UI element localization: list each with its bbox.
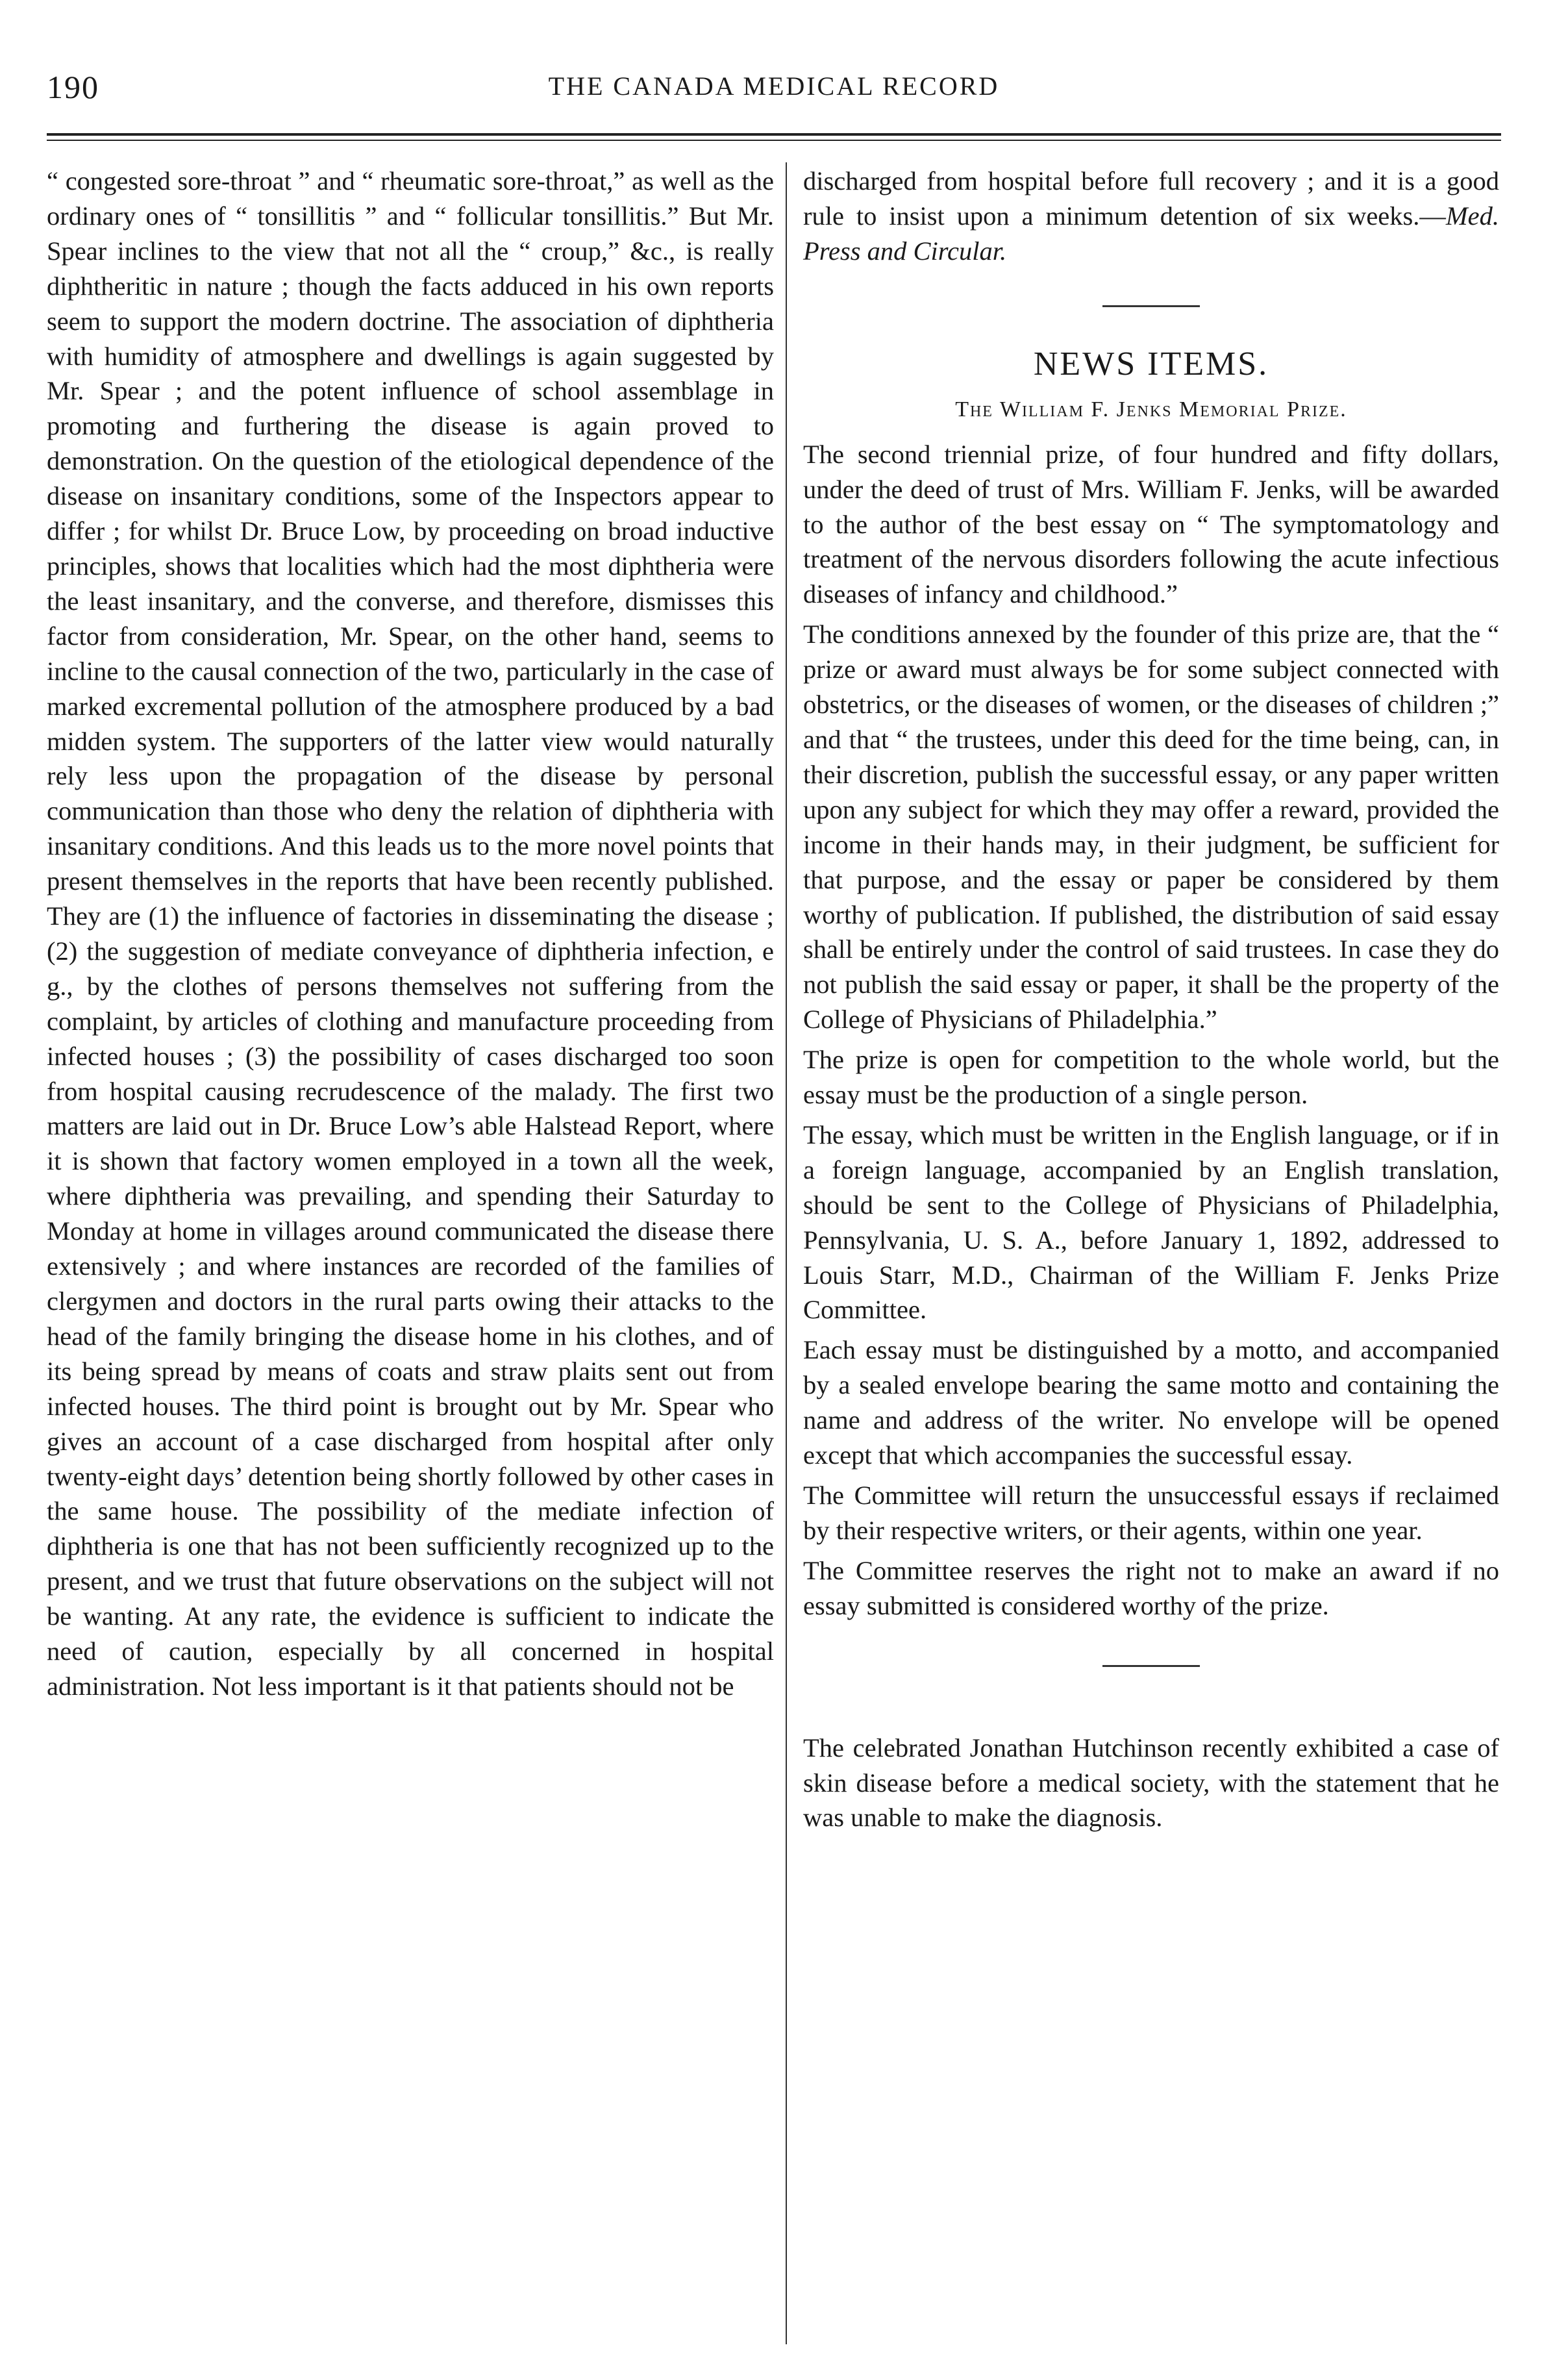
source-citation: Med. Press and Circular. bbox=[803, 201, 1499, 266]
continued-text: discharged from hospital before full recovery ; and it is a good rule to insist upon a minimum detention of six weeks.— bbox=[803, 166, 1499, 231]
news-paragraph: Each essay must be distinguished by a motto, and accompanied by a sealed envelope bearing the same motto and containing the name and address of the writer. No envelope will be opened except that which accompanies the successful essay. bbox=[803, 1335, 1499, 1470]
continued-paragraph bbox=[803, 164, 1499, 269]
section-separator bbox=[1102, 305, 1200, 307]
header-double-rule bbox=[47, 133, 1501, 141]
jenks-prize-subheading: The William F. Jenks Memorial Prize. bbox=[955, 397, 1347, 421]
hutchinson-paragraph: The celebrated Jonathan Hutchinson recently exhibited a case of skin disease before a medical society, with the statement that he was unable to make the diagnosis. bbox=[803, 1733, 1499, 1833]
news-paragraph: The Committee will return the unsuccessful essays if reclaimed by their respective writers, or their agents, within one year. bbox=[803, 1481, 1499, 1545]
running-title: THE CANADA MEDICAL RECORD bbox=[548, 71, 1000, 101]
news-paragraph: The second triennial prize, of four hundred and fifty dollars, under the deed of trust of Mrs. William F. Jenks, will be awarded to the author of the best essay on “ The symptomatology and treatment of the nervous disorders following the acute infectious diseases of infancy and childhood.” bbox=[803, 439, 1499, 609]
left-column-body: “ congested sore-throat ” and “ rheumatic sore-throat,” as well as the ordinary ones of “ tonsillitis ” and “ follicular tonsillitis.” But Mr. Spear inclines to the view that not all the “ croup,” &c., is really diphtheritic in nature ; though the facts adduced in his own reports seem to support the modern doctrine. The association of diphtheria with humidity of atmosphere and dwellings is again suggested by Mr. Spear ; and the potent influence of school assemblage in promoting and furthering the disease is again proved to demonstration. On the question of the etiological dependence of the disease on insanitary conditions, some of the Inspectors appear to differ ; for whilst Dr. Bruce Low, by proceeding on broad inductive principles, shows that localities which had the most diphtheria were the least insanitary, and the converse, and therefore, dismisses this factor from consideration, Mr. Spear, on the other hand, seems to incline to the causal connection of the two, particularly in the case of marked excremental pollution of the atmosphere produced by a bad midden system. The supporters of the latter view would naturally rely less upon the propagation of the disease by personal communication than those who deny the relation of diphtheria with insanitary conditions. And this leads us to the more novel points that present themselves in the reports that have been recently published. They are (1) the influence of factories in disseminating the disease ; (2) the suggestion of mediate conveyance of diphtheria infection, e g., by the clothes of persons themselves not suffering from the complaint, by articles of clothing and manufacture proceeding from infected houses ; (3) the possibility of cases discharged too soon from hospital causing recrudescence of the malady. The first two matters are laid out in Dr. Bruce Low’s able Halstead Report, where it is shown that factory women employed in a town all the week, where diphtheria was prevailing, and spending their Saturday to Monday at home in villages around communicated the disease there extensively ; and where instances are recorded of the families of clergymen and doctors in the rural parts owing their attacks to the head of the family bringing the disease home in his clothes, and of its being spread by means of coats and straw plaits sent out from infected houses. The third point is brought out by Mr. Spear who gives an account of a case discharged from hospital after only twenty-eight days’ detention being shortly followed by other cases in the same house. The possibility of the mediate infection of diphtheria is one that has not been sufficiently recognized up to the present, and we trust that future observations on the subject will not be wanting. At any rate, the evidence is sufficient to indicate the need of caution, especially by all concerned in hospital administration. Not less important is it that patients should not be bbox=[47, 166, 774, 1701]
page-number: 190 bbox=[47, 69, 99, 105]
news-paragraph: The Committee reserves the right not to make an award if no essay submitted is considered worthy of the prize. bbox=[803, 1555, 1499, 1620]
news-items-heading: NEWS ITEMS. bbox=[1033, 345, 1269, 382]
item-separator bbox=[1102, 1665, 1200, 1667]
column-divider bbox=[786, 162, 787, 2344]
news-paragraph: The essay, which must be written in the English language, or if in a foreign language, accompanied by an English translation, should be sent to the College of Physicians of Philadelphia, Pennsylvania, U. S. A., before January 1, 1892, addressed to Louis Starr, M.D., Chairman of the William F. Jenks Prize Committee. bbox=[803, 1120, 1499, 1325]
left-column bbox=[47, 164, 774, 1704]
right-column bbox=[803, 164, 1499, 1835]
news-paragraph: The prize is open for competition to the whole world, but the essay must be the production of a single person. bbox=[803, 1045, 1499, 1110]
news-paragraph: The conditions annexed by the founder of this prize are, that the “ prize or award must always be for some subject connected with obstetrics, or the diseases of women, or the diseases of children ;” and that “ the trustees, under this deed for the time being, can, in their discretion, publish the successful essay, or any paper written upon any subject for which they may offer a reward, provided the income in their hands may, in their judgment, be sufficient for that purpose, and the essay or paper be considered by them worthy of publication. If published, the distribution of said essay shall be entirely under the control of said trustees. In case they do not publish the said essay or paper, it shall be the property of the College of Physicians of Philadelphia.” bbox=[803, 620, 1499, 1034]
page-header bbox=[47, 62, 1501, 114]
